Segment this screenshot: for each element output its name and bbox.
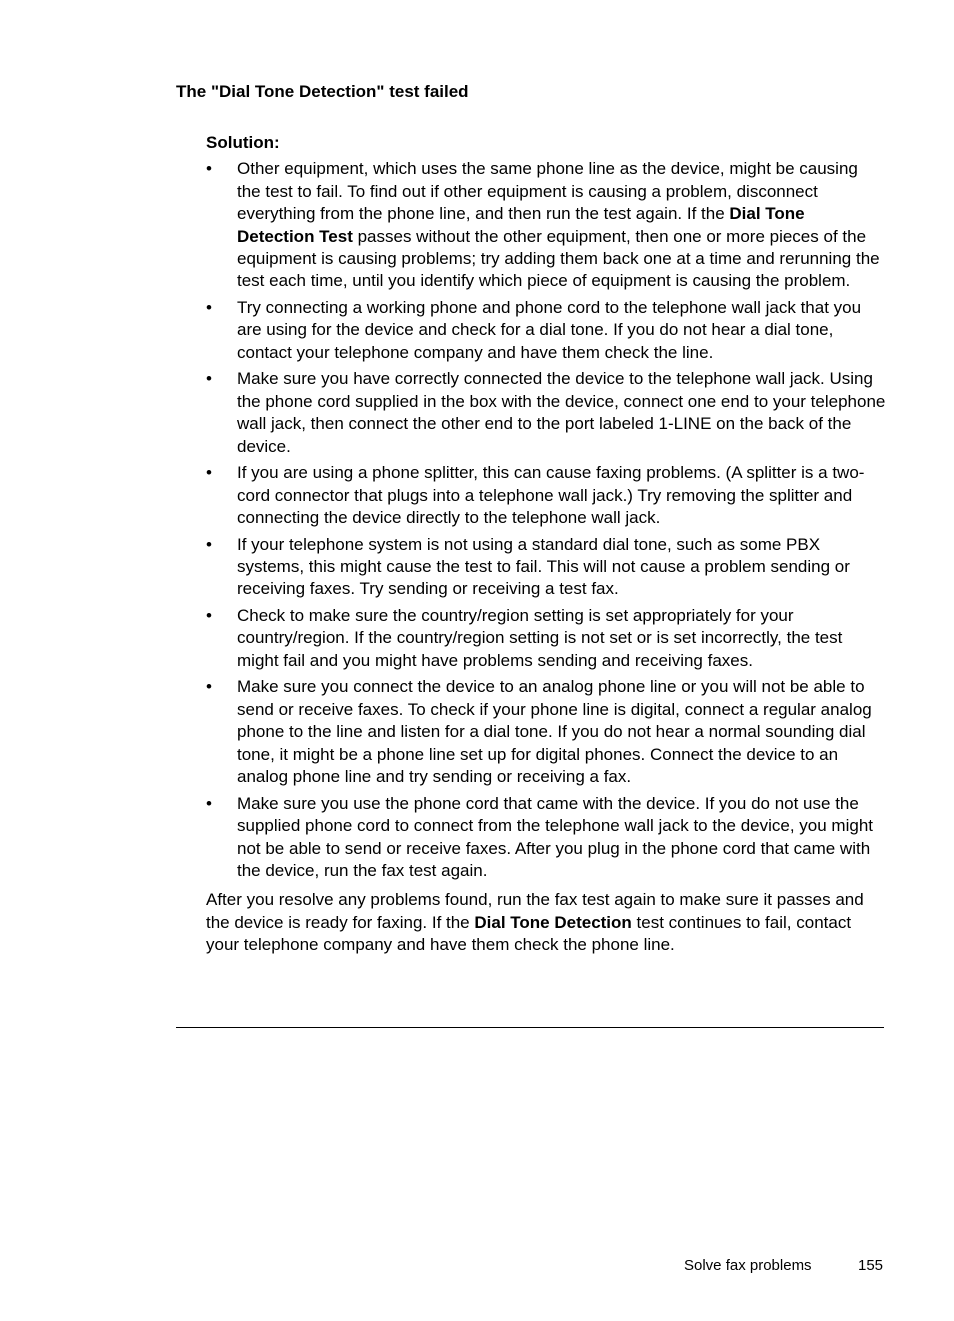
list-item-text: Make sure you use the phone cord that came with the device. If you do not use the supplied phone cord to connect from the telephone wall jack to the device, you might not be able to send or receive faxes. After you plug in the phone cord that came with the device, run the fax test again.	[237, 793, 873, 880]
bullet-icon: •	[206, 159, 212, 179]
bullet-icon: •	[206, 606, 212, 626]
list-item-text: If you are using a phone splitter, this can cause faxing problems. (A splitter is a two-cord connector that plugs into a telephone wall jack.) Try removing the splitter and connecting the device directly to the telephone wall jack.	[237, 463, 865, 528]
list-item	[206, 534, 886, 601]
list-item	[206, 605, 886, 672]
bullet-icon: •	[206, 793, 212, 813]
list-item-text-start: Other equipment, which uses the same phone line as the device, might be causing the test to fail. To find out if other equipment is causing a problem, disconnect everything from the phone line, and then run the test again. If the	[237, 159, 858, 224]
list-item	[206, 676, 886, 788]
list-item	[206, 297, 886, 364]
bullet-icon: •	[206, 463, 212, 483]
list-item-text: Check to make sure the country/region setting is set appropriately for your country/region. If the country/region setting is not set or is set incorrectly, the test might fail and you might have problems sending and receiving faxes.	[237, 606, 843, 670]
list-item-text	[237, 159, 880, 290]
bullet-icon: •	[206, 298, 212, 318]
section-heading: The "Dial Tone Detection" test failed	[176, 82, 469, 101]
footer-section-title: Solve fax problems	[684, 1257, 812, 1274]
bullet-icon: •	[206, 677, 212, 697]
bullet-icon: •	[206, 369, 212, 389]
list-item	[206, 368, 886, 458]
solution-label: Solution:	[206, 133, 280, 152]
solution-list	[206, 158, 886, 882]
closing-paragraph	[206, 889, 886, 956]
closing-text-start: After you resolve any problems found, run the fax test again to make sure it passes and the device is ready for faxing. If the	[206, 890, 864, 932]
list-item	[206, 793, 886, 883]
bullet-icon: •	[206, 534, 212, 554]
page-number: 155	[858, 1257, 884, 1274]
test-name-emphasis: Dial Tone Detection Test	[237, 204, 805, 246]
section-divider	[176, 1027, 884, 1028]
list-item-text: If your telephone system is not using a standard dial tone, such as some PBX systems, this might cause the test to fail. This will not cause a problem sending or receiving faxes. Try sending or receiving a test fax.	[237, 534, 850, 599]
closing-emphasis: Dial Tone Detection	[474, 912, 632, 932]
list-item-text-end: passes without the other equipment, then one or more pieces of the equipment is causing problems; try adding them back one at a time and rerunning the test each time, until you identify which piece of equipment is causing the problem.	[237, 226, 880, 291]
closing-text-end: test continues to fail, contact your telephone company and have them check the phone line.	[206, 912, 852, 955]
solution-block	[206, 132, 886, 957]
list-item	[206, 158, 886, 292]
list-item-text: Try connecting a working phone and phone cord to the telephone wall jack that you are using for the device and check for a dial tone. If you do not hear a dial tone, contact your telephone company and have them check the line.	[237, 298, 862, 362]
list-item-text: Make sure you have correctly connected the device to the telephone wall jack. Using the phone cord supplied in the box with the device, connect one end to your telephone wall jack, then connect the other end to the port labeled 1-LINE on the back of the device.	[237, 369, 886, 456]
list-item-text: Make sure you connect the device to an analog phone line or you will not be able to send or receive faxes. To check if your phone line is digital, connect a regular analog phone to the line and listen for a dial tone. If you do not hear a normal sounding dial tone, it might be a phone line set up for digital phones. Connect the device to an analog phone line and try sending or receiving a fax.	[237, 677, 872, 787]
list-item	[206, 462, 886, 529]
